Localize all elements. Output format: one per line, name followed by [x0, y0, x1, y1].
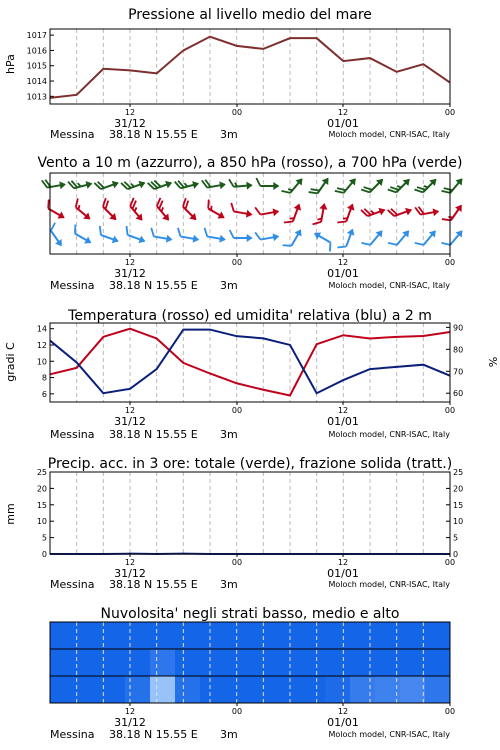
footer-coords: 38.18 N 15.55 E [109, 128, 198, 141]
y-tick-label: 14 [36, 324, 47, 334]
cloud-cell [275, 649, 301, 677]
footer-coords: 38.18 N 15.55 E [109, 428, 198, 441]
y-tick-label: 25 [36, 468, 47, 477]
precipitation-ylabel: mm [4, 503, 17, 525]
cloud-cell [425, 676, 451, 704]
wind-barb-850hpa [177, 198, 202, 223]
barb-head [433, 207, 440, 216]
barb-head [165, 179, 173, 189]
temperature-y-ticks [37, 325, 54, 399]
wind-barb-10m [362, 225, 386, 250]
x-tick-label: 00 [444, 558, 456, 567]
cloud-footer [50, 728, 450, 741]
precipitation-title: Precip. acc. in 3 ore: totale (verde), frazione solida (tratt.) [47, 456, 453, 472]
temperature-ylabel: gradi C [4, 342, 17, 382]
footer-elevation: 3m [220, 578, 238, 591]
wind-barb-850hpa [313, 202, 329, 227]
wind-barb-10m [230, 230, 253, 242]
temperature-title: Temperatura (rosso) ed umidita' relativa (blu) a 2 m [68, 308, 432, 324]
cloud-cell [225, 622, 251, 650]
barb-head [294, 202, 304, 210]
x-tick-label: 00 [231, 108, 243, 117]
wind-barb-850hpa [229, 203, 254, 219]
wind-barb-10m [122, 226, 148, 245]
wind-barb-10m [176, 228, 201, 244]
barb-head [246, 210, 253, 219]
barb-head [273, 207, 280, 216]
y-tick-label: 8 [41, 373, 47, 383]
wind-barb-850hpa [70, 199, 95, 223]
barb-head [112, 179, 120, 189]
cloud-cell [400, 649, 426, 677]
y-tick-label: 12 [36, 340, 47, 350]
x-tick-label: 00 [444, 707, 456, 716]
pressure-footer [50, 128, 450, 141]
wind-barb-700hpa [229, 177, 253, 191]
y-tick-label-right: 20 [453, 484, 464, 494]
barb-head [273, 182, 279, 190]
y-tick-label: 20 [36, 484, 47, 494]
barb-feather [442, 240, 451, 248]
cloud-cell [325, 676, 351, 704]
wind-barb-700hpa [68, 176, 93, 194]
footer-location: Messina [50, 128, 95, 141]
cloud-cell [325, 649, 351, 677]
cloud-panel [50, 606, 455, 741]
cloud-cell [250, 676, 276, 704]
x-date-label: 31/12 [114, 716, 146, 729]
y-tick-label-right: 10 [453, 517, 464, 527]
barb-feather [230, 230, 234, 238]
barb-feather [415, 240, 424, 248]
footer-elevation: 3m [220, 279, 238, 292]
wind-barb-700hpa [42, 176, 67, 192]
cloud-cell [350, 649, 376, 677]
cloud-cell [300, 676, 326, 704]
y-tick-label-right: 15 [453, 500, 464, 510]
barb-feather [229, 179, 234, 187]
barb-head [295, 227, 305, 236]
barb-head [192, 180, 200, 189]
barb-head [247, 234, 253, 242]
wind-barb-10m [283, 225, 305, 251]
cloud-cell [225, 676, 251, 704]
x-tick-label: 12 [337, 406, 349, 415]
barb-head [138, 236, 146, 246]
wind-barb-10m [415, 225, 439, 250]
wind-panel [37, 155, 465, 292]
cloud-cell [150, 676, 176, 704]
barb-head [273, 232, 280, 241]
temperature-grid [77, 323, 424, 402]
cloud-cell [125, 676, 151, 704]
wind-barb-700hpa [442, 173, 466, 198]
y-tick-label: 1013 [26, 92, 47, 102]
barb-head [405, 206, 413, 216]
wind-barb-850hpa [43, 200, 69, 222]
wind-barb-850hpa [337, 201, 356, 227]
footer-credit: Moloch model, CNR-ISAC, Italy [328, 281, 450, 290]
temperature-line [50, 329, 450, 396]
cloud-cell [350, 622, 376, 650]
footer-coords: 38.18 N 15.55 E [109, 728, 198, 741]
footer-coords: 38.18 N 15.55 E [109, 578, 198, 591]
wind-x-axis [114, 254, 455, 280]
y-tick-label-right: 25 [453, 468, 464, 477]
y-tick-label: 15 [36, 500, 47, 510]
cloud-cell [200, 676, 226, 704]
cloud-x-axis [114, 703, 455, 729]
precipitation-panel [4, 456, 463, 591]
wind-barb-700hpa [282, 173, 306, 198]
cloud-cell [250, 622, 276, 650]
wind-barb-850hpa [97, 198, 122, 223]
humidity-ylabel: % [486, 356, 499, 368]
wind-barb-10m [442, 225, 466, 250]
wind-barb-850hpa [388, 202, 414, 221]
barb-feather [255, 207, 260, 216]
y-tick-label: 10 [36, 517, 47, 527]
x-date-label: 01/01 [327, 117, 359, 130]
cloud-cell [300, 622, 326, 650]
y-tick-label-right: 0 [453, 550, 459, 559]
y-tick-label-right: 80 [453, 345, 464, 355]
cloud-cell [50, 622, 76, 650]
y-tick-label-right: 70 [453, 367, 464, 377]
wind-barb-700hpa [148, 175, 174, 194]
cloud-cell [300, 649, 326, 677]
precipitation-y-ticks-right [446, 468, 463, 559]
pressure-grid [77, 29, 424, 104]
barb-feather [337, 244, 346, 250]
barb-head [378, 206, 386, 216]
y-tick-label-right: 5 [453, 533, 459, 543]
humidity-y-ticks [446, 323, 463, 398]
barb-head [59, 180, 66, 189]
barb-head [347, 202, 357, 210]
cloud-cell [425, 649, 451, 677]
footer-location: Messina [50, 728, 95, 741]
cloud-cell [400, 676, 426, 704]
wind-barb-700hpa [256, 178, 279, 190]
cloud-cell [200, 649, 226, 677]
x-tick-label: 12 [124, 258, 136, 267]
footer-credit: Moloch model, CNR-ISAC, Italy [328, 580, 450, 589]
cloud-cell [75, 649, 101, 677]
cloud-title: Nuvolosita' negli strati basso, medio e alto [100, 606, 400, 622]
barb-feather [283, 242, 292, 249]
cloud-cell [125, 649, 151, 677]
pressure-title: Pressione al livello medio del mare [128, 7, 372, 23]
wind-barb-700hpa [94, 175, 120, 194]
humidity-line [50, 330, 450, 394]
footer-credit: Moloch model, CNR-ISAC, Italy [328, 430, 450, 439]
y-tick-label: 5 [41, 533, 47, 543]
wind-barb-850hpa [442, 200, 465, 226]
x-tick-label: 12 [337, 707, 349, 716]
precipitation-x-axis [114, 554, 455, 580]
x-date-label: 31/12 [114, 415, 146, 428]
wind-barb-850hpa [415, 203, 440, 219]
x-date-label: 01/01 [327, 267, 359, 280]
wind-barb-700hpa [414, 173, 439, 198]
x-tick-label: 00 [231, 558, 243, 567]
cloud-cell [50, 676, 76, 704]
pressure-x-axis [114, 104, 455, 130]
wind-barb-850hpa [203, 200, 229, 222]
wind-barb-850hpa [284, 201, 303, 227]
wind-barbs [42, 173, 466, 251]
wind-barb-10m [96, 226, 122, 245]
wind-barb-850hpa [151, 198, 175, 223]
temperature-x-axis [114, 402, 455, 428]
footer-elevation: 3m [220, 428, 238, 441]
cloud-cell [425, 622, 451, 650]
barb-feather [45, 200, 52, 209]
wind-title: Vento a 10 m (azzurro), a 850 hPa (rosso), a 700 hPa (verde) [37, 155, 463, 171]
barb-feather [97, 226, 103, 235]
barb-head [112, 236, 120, 246]
precipitation-y-ticks [37, 468, 54, 559]
wind-barb-700hpa [202, 176, 227, 192]
cloud-heatmap [50, 622, 451, 704]
barb-feather [388, 240, 397, 248]
temperature-humidity-series [50, 329, 450, 396]
barb-feather [203, 228, 208, 237]
wind-barb-10m [310, 230, 336, 252]
y-tick-label: 1017 [26, 31, 47, 41]
x-tick-label: 00 [444, 258, 456, 267]
x-date-label: 31/12 [114, 567, 146, 580]
wind-barb-10m [388, 225, 412, 250]
y-tick-label-right: 90 [453, 323, 464, 333]
footer-coords: 38.18 N 15.55 E [109, 279, 198, 292]
footer-credit: Moloch model, CNR-ISAC, Italy [328, 730, 450, 739]
x-date-label: 01/01 [327, 716, 359, 729]
barb-head [166, 235, 173, 244]
wind-barb-10m [45, 223, 68, 249]
x-tick-label: 12 [124, 558, 136, 567]
barb-feather [326, 243, 333, 252]
footer-elevation: 3m [220, 128, 238, 141]
pressure-plot-frame [50, 29, 450, 104]
wind-barb-10m [149, 228, 174, 244]
barb-feather [71, 225, 78, 234]
barb-feather [177, 228, 182, 237]
y-tick-label: 1014 [26, 77, 47, 87]
cloud-cell [175, 622, 201, 650]
footer-credit: Moloch model, CNR-ISAC, Italy [328, 130, 450, 139]
wind-barb-10m [203, 228, 228, 244]
y-tick-label: 0 [41, 550, 47, 559]
pressure-series [50, 37, 450, 98]
barb-head [217, 212, 226, 222]
cloud-cell [175, 676, 201, 704]
barb-feather [255, 232, 260, 241]
wind-barb-700hpa [361, 173, 386, 198]
x-tick-label: 00 [231, 406, 243, 415]
x-tick-label: 00 [444, 108, 456, 117]
barb-head [193, 235, 200, 244]
footer-location: Messina [50, 279, 95, 292]
cloud-cell [275, 622, 301, 650]
barb-feather [362, 240, 371, 248]
cloud-cell [75, 622, 101, 650]
y-tick-label-right: 60 [453, 389, 464, 399]
wind-barb-850hpa [125, 198, 149, 223]
footer-location: Messina [50, 578, 95, 591]
x-tick-label: 12 [337, 258, 349, 267]
barb-feather [337, 219, 346, 225]
cloud-cell [250, 649, 276, 677]
barb-head [84, 237, 93, 247]
wind-barb-700hpa [175, 176, 200, 194]
cloud-cell [400, 622, 426, 650]
barb-head [246, 181, 253, 189]
y-tick-label: 1015 [26, 61, 47, 71]
barb-feather [256, 178, 260, 186]
x-tick-label: 12 [337, 558, 349, 567]
cloud-cell [225, 649, 251, 677]
x-tick-label: 12 [124, 406, 136, 415]
x-date-label: 01/01 [327, 567, 359, 580]
barb-head [219, 180, 226, 189]
barb-head [347, 227, 357, 235]
wind-barb-700hpa [388, 173, 413, 198]
barb-head [85, 180, 93, 189]
cloud-cell [50, 649, 76, 677]
x-tick-label: 12 [124, 108, 136, 117]
cloud-cell [150, 649, 176, 677]
barb-head [219, 235, 226, 244]
wind-barb-10m [337, 226, 356, 252]
cloud-cell [125, 622, 151, 650]
cloud-cell [175, 649, 201, 677]
cloud-cell [275, 676, 301, 704]
x-tick-label: 00 [231, 707, 243, 716]
cloud-cell [200, 622, 226, 650]
cloud-cell [350, 676, 376, 704]
precipitation-plot-frame [50, 472, 450, 554]
barb-feather [150, 228, 155, 237]
precipitation-footer [50, 578, 450, 591]
wind-barb-700hpa [335, 173, 359, 198]
wind-barb-10m [69, 225, 95, 247]
precipitation-grid [77, 472, 424, 554]
x-tick-label: 12 [124, 707, 136, 716]
barb-head [319, 202, 328, 209]
footer-location: Messina [50, 428, 95, 441]
footer-elevation: 3m [220, 728, 238, 741]
y-tick-label: 1016 [26, 46, 47, 56]
barb-feather [284, 219, 293, 225]
pressure-panel [4, 7, 455, 141]
x-date-label: 31/12 [114, 117, 146, 130]
wind-barb-850hpa [361, 202, 387, 221]
wind-footer [50, 279, 450, 292]
temperature-footer [50, 428, 450, 441]
pressure-ylabel: hPa [4, 54, 17, 74]
barb-feather [230, 203, 235, 212]
wind-barb-700hpa [121, 175, 147, 194]
cloud-cell [75, 676, 101, 704]
barb-head [57, 212, 66, 222]
wind-barb-10m [255, 228, 280, 244]
pressure-line [50, 37, 450, 98]
y-tick-label: 10 [36, 357, 47, 367]
x-tick-label: 00 [231, 258, 243, 267]
barb-feather [124, 226, 130, 235]
x-tick-label: 12 [337, 108, 349, 117]
barb-head [138, 179, 146, 189]
cloud-cell [150, 622, 176, 650]
wind-barb-700hpa [309, 173, 332, 199]
wind-barb-850hpa [255, 203, 280, 219]
y-tick-label: 6 [41, 389, 47, 399]
x-tick-label: 00 [444, 406, 456, 415]
cloud-cell [325, 622, 351, 650]
x-date-label: 31/12 [114, 267, 146, 280]
x-date-label: 01/01 [327, 415, 359, 428]
temperature-panel [4, 308, 499, 441]
